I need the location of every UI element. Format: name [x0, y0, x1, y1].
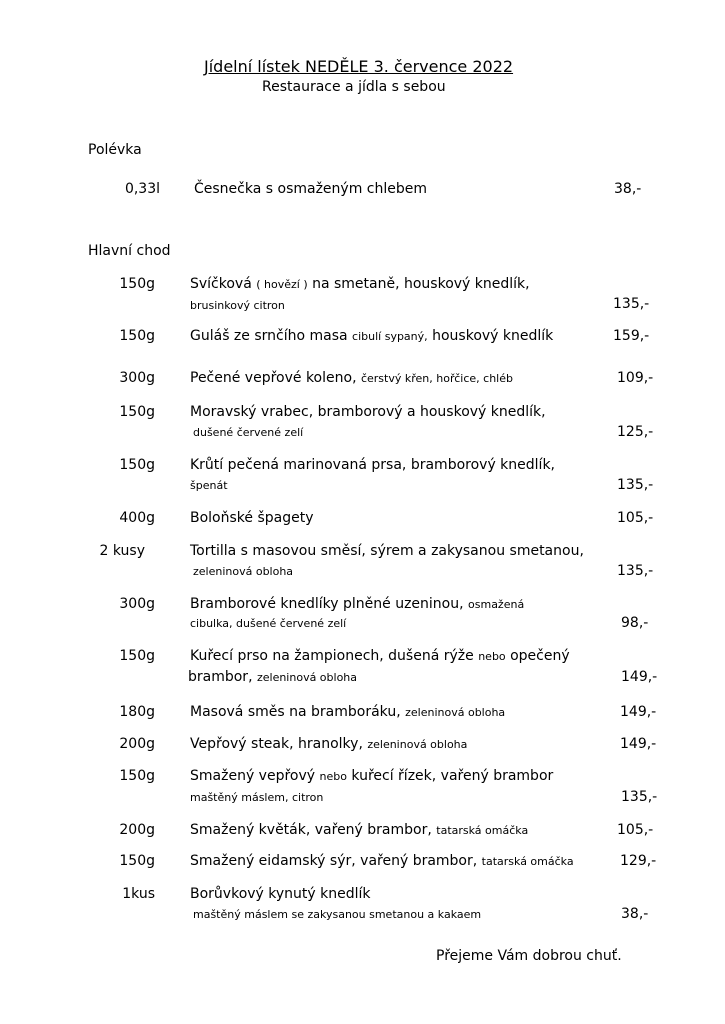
item-price: 129,-: [620, 853, 657, 869]
item-quantity: 200g: [119, 736, 155, 752]
item-price: 135,-: [617, 477, 654, 493]
item-price: 38,-: [614, 181, 642, 197]
item-name: Moravský vrabec, bramborový a houskový knedlík,: [190, 404, 546, 420]
item-price: 38,-: [621, 906, 649, 922]
item-price: 135,-: [613, 296, 650, 312]
item-price: 135,-: [617, 563, 654, 579]
item-name: [190, 596, 524, 612]
item-name-main: Kuřecí prso na žampionech, dušená rýže: [190, 648, 479, 664]
item-name: [190, 370, 513, 386]
item-quantity: 150g: [119, 276, 155, 292]
item-name: [190, 276, 530, 292]
item-quantity: 0,33l: [124, 181, 160, 197]
item-price: 135,-: [621, 789, 658, 805]
item-name-main: Smažený vepřový: [190, 768, 320, 784]
item-name-note: cibulí sypaný,: [352, 330, 428, 343]
item-name-note: tatarská omáčka: [481, 855, 574, 868]
item-name-rest: kuřecí řízek, vařený brambor: [346, 768, 554, 784]
item-quantity: 150g: [119, 328, 155, 344]
item-name-main: Pečené vepřové koleno,: [190, 370, 361, 386]
item-side: maštěný máslem, citron: [190, 791, 324, 804]
item-name-rest: na smetaně, houskový knedlík,: [307, 276, 530, 292]
item-name-note: zeleninová obloha: [405, 706, 506, 719]
item-side: cibulka, dušené červené zelí: [190, 617, 347, 630]
item-quantity: 400g: [119, 510, 155, 526]
section-heading-soup: Polévka: [88, 142, 142, 158]
item-name-note: ( hovězí ): [256, 278, 308, 291]
item-name-main: Svíčková: [190, 276, 257, 292]
item-name: Boloňské špagety: [190, 510, 314, 526]
menu-title: Jídelní lístek NEDĚLE 3. července 2022: [204, 57, 514, 76]
item-side: zeleninová obloha: [193, 565, 294, 578]
item-price: 105,-: [617, 510, 654, 526]
item-quantity: 180g: [119, 704, 155, 720]
item-price: 105,-: [617, 822, 654, 838]
menu-subtitle: Restaurace a jídla s sebou: [262, 79, 446, 95]
item-name: [190, 768, 553, 784]
item-name-main: Smažený eidamský sýr, vařený brambor,: [190, 853, 482, 869]
section-heading-main: Hlavní chod: [88, 243, 171, 259]
item-price: 125,-: [617, 424, 654, 440]
item-side: maštěný máslem se zakysanou smetanou a kakaem: [193, 908, 482, 921]
item-quantity: 150g: [119, 457, 155, 473]
item-name: [190, 704, 505, 720]
item-name: [190, 648, 570, 664]
item-quantity: 150g: [119, 404, 155, 420]
item-quantity: 150g: [119, 768, 155, 784]
item-side: brusinkový citron: [190, 299, 285, 312]
item-side: dušené červené zelí: [193, 426, 304, 439]
item-name-note: zeleninová obloha: [367, 738, 468, 751]
item-name-cont: brambor,: [188, 669, 257, 685]
item-quantity: 2 kusy: [99, 543, 145, 559]
item-name-note: nebo: [478, 650, 506, 663]
item-name-rest: houskový knedlík: [427, 328, 554, 344]
item-name-main: Bramborové knedlíky plněné uzeninou,: [190, 596, 469, 612]
item-name-note: osmažená: [468, 598, 525, 611]
item-quantity: 200g: [119, 822, 155, 838]
item-side: zeleninová obloha: [256, 671, 358, 684]
item-price: 98,-: [621, 615, 649, 631]
item-quantity: 1kus: [122, 886, 155, 902]
item-quantity: 300g: [119, 370, 155, 386]
item-name: [190, 853, 574, 869]
item-name-line2: [188, 669, 357, 685]
item-name: Tortilla s masovou směsí, sýrem a zakysanou smetanou,: [190, 543, 584, 559]
item-name-main: Guláš ze srnčího masa: [190, 328, 353, 344]
item-name: Krůtí pečená marinovaná prsa, bramborový knedlík,: [190, 457, 555, 473]
item-name-note: tatarská omáčka: [436, 824, 529, 837]
item-name: Borůvkový kynutý knedlík: [190, 886, 371, 902]
item-name-main: Smažený květák, vařený brambor,: [190, 822, 437, 838]
item-quantity: 150g: [119, 648, 155, 664]
item-name-note: nebo: [319, 770, 347, 783]
item-name: Česnečka s osmaženým chlebem: [194, 181, 427, 197]
item-price: 109,-: [617, 370, 654, 386]
item-side: špenát: [190, 479, 228, 492]
item-price: 159,-: [613, 328, 650, 344]
item-price: 149,-: [620, 736, 657, 752]
item-price: 149,-: [621, 669, 658, 685]
item-name: [190, 822, 528, 838]
item-name-main: Masová směs na bramboráku,: [190, 704, 406, 720]
closing-wish: Přejeme Vám dobrou chuť.: [436, 948, 622, 964]
item-name-rest: opečený: [505, 648, 570, 664]
item-quantity: 150g: [119, 853, 155, 869]
item-name: [190, 736, 467, 752]
item-name-main: Vepřový steak, hranolky,: [190, 736, 368, 752]
item-name: [190, 328, 553, 344]
item-price: 149,-: [620, 704, 657, 720]
item-name-note: čerstvý křen, hořčice, chléb: [360, 372, 513, 385]
item-quantity: 300g: [119, 596, 155, 612]
